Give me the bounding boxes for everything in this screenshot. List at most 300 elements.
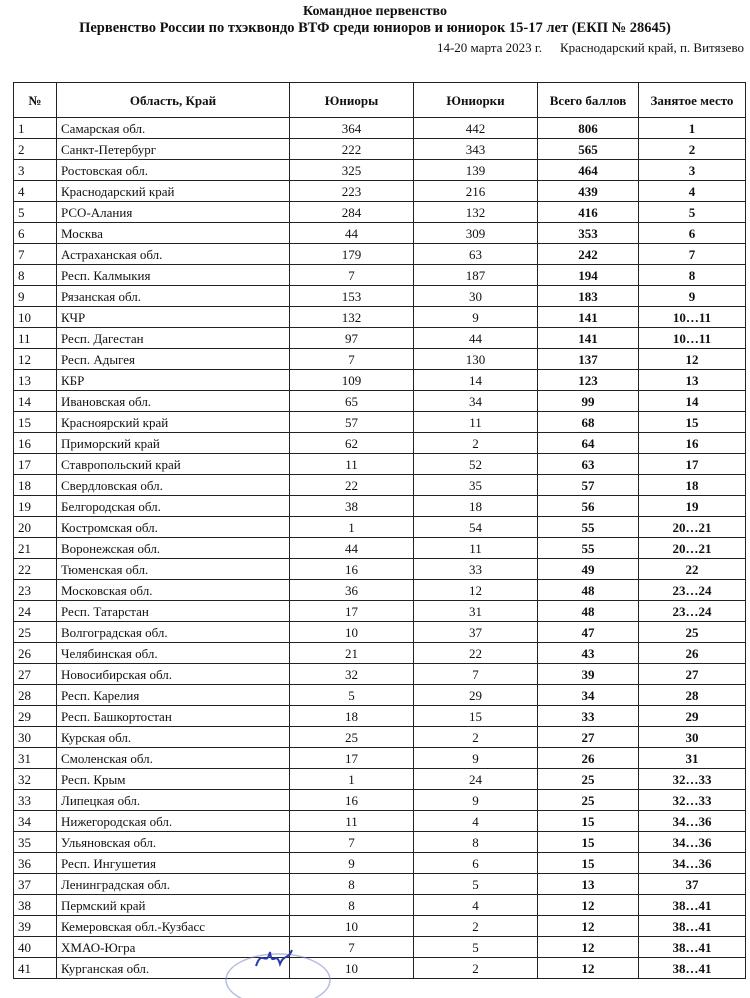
row-juniors-f: 2	[414, 433, 538, 454]
row-num: 2	[14, 139, 57, 160]
table-row	[14, 580, 746, 601]
table-row	[14, 727, 746, 748]
row-juniors-f: 35	[414, 475, 538, 496]
row-juniors-f: 52	[414, 454, 538, 475]
row-total: 416	[538, 202, 639, 223]
row-juniors-f: 37	[414, 622, 538, 643]
row-juniors-f: 8	[414, 832, 538, 853]
row-total: 464	[538, 160, 639, 181]
row-region: Московская обл.	[57, 580, 290, 601]
row-juniors-m: 1	[290, 517, 414, 538]
row-num: 12	[14, 349, 57, 370]
row-juniors-m: 364	[290, 118, 414, 139]
row-place: 19	[639, 496, 746, 517]
row-juniors-m: 21	[290, 643, 414, 664]
row-num: 36	[14, 853, 57, 874]
row-num: 19	[14, 496, 57, 517]
row-num: 3	[14, 160, 57, 181]
row-total: 55	[538, 538, 639, 559]
row-total: 12	[538, 895, 639, 916]
table-row	[14, 412, 746, 433]
row-total: 242	[538, 244, 639, 265]
event-meta	[0, 40, 744, 56]
row-total: 25	[538, 790, 639, 811]
row-total: 48	[538, 601, 639, 622]
row-total: 39	[538, 664, 639, 685]
row-juniors-f: 4	[414, 895, 538, 916]
row-region: Тюменская обл.	[57, 559, 290, 580]
row-total: 25	[538, 769, 639, 790]
row-place: 20…21	[639, 517, 746, 538]
row-place: 34…36	[639, 832, 746, 853]
row-juniors-m: 109	[290, 370, 414, 391]
row-juniors-m: 57	[290, 412, 414, 433]
row-num: 7	[14, 244, 57, 265]
row-region: Курганская обл.	[57, 958, 290, 979]
row-num: 10	[14, 307, 57, 328]
row-place: 12	[639, 349, 746, 370]
row-juniors-f: 2	[414, 958, 538, 979]
row-region: Рязанская обл.	[57, 286, 290, 307]
row-juniors-f: 15	[414, 706, 538, 727]
row-num: 35	[14, 832, 57, 853]
table-row	[14, 748, 746, 769]
row-num: 20	[14, 517, 57, 538]
table-row	[14, 160, 746, 181]
row-juniors-m: 179	[290, 244, 414, 265]
row-juniors-m: 10	[290, 916, 414, 937]
row-region: Астраханская обл.	[57, 244, 290, 265]
row-place: 3	[639, 160, 746, 181]
row-juniors-m: 11	[290, 454, 414, 475]
row-juniors-m: 1	[290, 769, 414, 790]
row-juniors-m: 36	[290, 580, 414, 601]
row-num: 30	[14, 727, 57, 748]
row-juniors-m: 5	[290, 685, 414, 706]
row-place: 38…41	[639, 937, 746, 958]
row-juniors-m: 8	[290, 895, 414, 916]
document-subtitle: Первенство России по тхэквондо ВТФ среди юниоров и юниорок 15-17 лет (ЕКП № 28645)	[79, 20, 671, 36]
row-place: 34…36	[639, 811, 746, 832]
row-place: 32…33	[639, 769, 746, 790]
row-juniors-m: 7	[290, 832, 414, 853]
row-num: 39	[14, 916, 57, 937]
row-region: Костромская обл.	[57, 517, 290, 538]
row-total: 12	[538, 916, 639, 937]
table-row	[14, 790, 746, 811]
table-row	[14, 895, 746, 916]
row-region: Нижегородская обл.	[57, 811, 290, 832]
table-row	[14, 391, 746, 412]
row-region: Белгородская обл.	[57, 496, 290, 517]
row-num: 27	[14, 664, 57, 685]
row-total: 57	[538, 475, 639, 496]
table-row	[14, 601, 746, 622]
row-juniors-m: 97	[290, 328, 414, 349]
row-juniors-m: 44	[290, 223, 414, 244]
row-place: 16	[639, 433, 746, 454]
row-juniors-m: 284	[290, 202, 414, 223]
row-region: Респ. Адыгея	[57, 349, 290, 370]
row-region: Респ. Крым	[57, 769, 290, 790]
table-row	[14, 433, 746, 454]
table-row	[14, 139, 746, 160]
row-region: Волгоградская обл.	[57, 622, 290, 643]
row-num: 41	[14, 958, 57, 979]
row-num: 28	[14, 685, 57, 706]
table-row	[14, 370, 746, 391]
row-juniors-m: 7	[290, 265, 414, 286]
row-region: Ставропольский край	[57, 454, 290, 475]
row-juniors-m: 62	[290, 433, 414, 454]
table-row	[14, 664, 746, 685]
row-juniors-m: 10	[290, 958, 414, 979]
row-juniors-f: 2	[414, 727, 538, 748]
table-row	[14, 559, 746, 580]
row-region: Москва	[57, 223, 290, 244]
row-region: Ульяновская обл.	[57, 832, 290, 853]
row-region: Воронежская обл.	[57, 538, 290, 559]
row-region: Новосибирская обл.	[57, 664, 290, 685]
row-total: 123	[538, 370, 639, 391]
row-num: 32	[14, 769, 57, 790]
row-juniors-f: 187	[414, 265, 538, 286]
row-juniors-f: 5	[414, 937, 538, 958]
row-place: 27	[639, 664, 746, 685]
row-juniors-f: 30	[414, 286, 538, 307]
row-total: 56	[538, 496, 639, 517]
row-region: Свердловская обл.	[57, 475, 290, 496]
results-table	[13, 82, 746, 979]
row-juniors-f: 11	[414, 538, 538, 559]
row-juniors-f: 63	[414, 244, 538, 265]
header-juniors-m: Юниоры	[290, 83, 414, 118]
row-juniors-f: 24	[414, 769, 538, 790]
row-num: 18	[14, 475, 57, 496]
row-num: 4	[14, 181, 57, 202]
row-juniors-f: 9	[414, 307, 538, 328]
row-region: РСО-Алания	[57, 202, 290, 223]
row-place: 38…41	[639, 895, 746, 916]
row-region: Респ. Дагестан	[57, 328, 290, 349]
row-juniors-m: 11	[290, 811, 414, 832]
table-row	[14, 118, 746, 139]
row-total: 141	[538, 328, 639, 349]
table-row	[14, 832, 746, 853]
row-place: 17	[639, 454, 746, 475]
row-juniors-f: 44	[414, 328, 538, 349]
row-num: 17	[14, 454, 57, 475]
row-juniors-m: 7	[290, 937, 414, 958]
table-row	[14, 265, 746, 286]
row-place: 4	[639, 181, 746, 202]
row-total: 141	[538, 307, 639, 328]
row-juniors-m: 10	[290, 622, 414, 643]
row-juniors-f: 12	[414, 580, 538, 601]
table-row	[14, 706, 746, 727]
row-juniors-m: 153	[290, 286, 414, 307]
table-row	[14, 181, 746, 202]
row-place: 32…33	[639, 790, 746, 811]
row-place: 10…11	[639, 307, 746, 328]
row-num: 13	[14, 370, 57, 391]
row-total: 183	[538, 286, 639, 307]
row-num: 31	[14, 748, 57, 769]
row-region: Приморский край	[57, 433, 290, 454]
row-juniors-m: 17	[290, 748, 414, 769]
row-total: 806	[538, 118, 639, 139]
row-total: 99	[538, 391, 639, 412]
header-row	[14, 83, 746, 118]
row-juniors-f: 139	[414, 160, 538, 181]
row-place: 10…11	[639, 328, 746, 349]
table-row	[14, 685, 746, 706]
row-num: 15	[14, 412, 57, 433]
row-juniors-f: 9	[414, 748, 538, 769]
row-total: 353	[538, 223, 639, 244]
row-region: КЧР	[57, 307, 290, 328]
row-place: 23…24	[639, 580, 746, 601]
row-total: 15	[538, 832, 639, 853]
row-total: 12	[538, 958, 639, 979]
table-row	[14, 643, 746, 664]
row-juniors-f: 442	[414, 118, 538, 139]
row-num: 37	[14, 874, 57, 895]
row-juniors-m: 325	[290, 160, 414, 181]
row-total: 68	[538, 412, 639, 433]
row-place: 6	[639, 223, 746, 244]
row-place: 7	[639, 244, 746, 265]
row-num: 25	[14, 622, 57, 643]
row-region: Санкт-Петербург	[57, 139, 290, 160]
row-region: Кемеровская обл.-Кузбасс	[57, 916, 290, 937]
row-juniors-m: 18	[290, 706, 414, 727]
row-num: 1	[14, 118, 57, 139]
row-juniors-f: 5	[414, 874, 538, 895]
row-juniors-f: 18	[414, 496, 538, 517]
header-total: Всего баллов	[538, 83, 639, 118]
row-region: Красноярский край	[57, 412, 290, 433]
row-place: 38…41	[639, 958, 746, 979]
row-num: 23	[14, 580, 57, 601]
row-region: Респ. Калмыкия	[57, 265, 290, 286]
row-num: 11	[14, 328, 57, 349]
row-juniors-m: 44	[290, 538, 414, 559]
table-row	[14, 853, 746, 874]
row-total: 27	[538, 727, 639, 748]
row-num: 24	[14, 601, 57, 622]
row-juniors-f: 33	[414, 559, 538, 580]
row-num: 29	[14, 706, 57, 727]
row-num: 8	[14, 265, 57, 286]
header-juniors-f: Юниорки	[414, 83, 538, 118]
table-row	[14, 811, 746, 832]
row-num: 34	[14, 811, 57, 832]
row-total: 55	[538, 517, 639, 538]
row-region: Респ. Татарстан	[57, 601, 290, 622]
table-row	[14, 454, 746, 475]
row-total: 12	[538, 937, 639, 958]
row-total: 194	[538, 265, 639, 286]
row-juniors-f: 29	[414, 685, 538, 706]
row-juniors-f: 130	[414, 349, 538, 370]
row-juniors-f: 9	[414, 790, 538, 811]
row-juniors-f: 2	[414, 916, 538, 937]
row-region: КБР	[57, 370, 290, 391]
row-region: Самарская обл.	[57, 118, 290, 139]
row-total: 565	[538, 139, 639, 160]
table-row	[14, 958, 746, 979]
row-juniors-m: 222	[290, 139, 414, 160]
row-juniors-m: 8	[290, 874, 414, 895]
row-place: 14	[639, 391, 746, 412]
event-dates: 14-20 марта 2023 г.	[436, 40, 542, 55]
row-juniors-m: 132	[290, 307, 414, 328]
row-place: 22	[639, 559, 746, 580]
row-region: Респ. Ингушетия	[57, 853, 290, 874]
table-row	[14, 307, 746, 328]
row-place: 30	[639, 727, 746, 748]
row-total: 63	[538, 454, 639, 475]
row-juniors-m: 16	[290, 559, 414, 580]
table-row	[14, 769, 746, 790]
row-juniors-f: 34	[414, 391, 538, 412]
table-row	[14, 286, 746, 307]
row-place: 5	[639, 202, 746, 223]
row-juniors-m: 17	[290, 601, 414, 622]
row-juniors-f: 22	[414, 643, 538, 664]
table-row	[14, 223, 746, 244]
row-total: 43	[538, 643, 639, 664]
row-num: 21	[14, 538, 57, 559]
row-region: Ростовская обл.	[57, 160, 290, 181]
table-row	[14, 916, 746, 937]
table-row	[14, 244, 746, 265]
row-juniors-m: 7	[290, 349, 414, 370]
table-row	[14, 328, 746, 349]
table-row	[14, 874, 746, 895]
row-region: Липецкая обл.	[57, 790, 290, 811]
row-total: 137	[538, 349, 639, 370]
row-total: 13	[538, 874, 639, 895]
row-num: 40	[14, 937, 57, 958]
row-place: 15	[639, 412, 746, 433]
row-num: 16	[14, 433, 57, 454]
row-region: Респ. Башкортостан	[57, 706, 290, 727]
row-place: 9	[639, 286, 746, 307]
row-place: 26	[639, 643, 746, 664]
document-title: Командное первенство	[302, 4, 448, 19]
row-place: 2	[639, 139, 746, 160]
table-row	[14, 517, 746, 538]
row-region: Челябинская обл.	[57, 643, 290, 664]
table-row	[14, 475, 746, 496]
table-body	[14, 118, 746, 979]
header-region: Область, Край	[57, 83, 290, 118]
row-num: 5	[14, 202, 57, 223]
row-juniors-f: 132	[414, 202, 538, 223]
row-total: 15	[538, 811, 639, 832]
row-num: 22	[14, 559, 57, 580]
row-num: 26	[14, 643, 57, 664]
event-location: Краснодарский край, п. Витязево	[560, 40, 744, 55]
row-place: 29	[639, 706, 746, 727]
row-juniors-f: 216	[414, 181, 538, 202]
row-juniors-m: 16	[290, 790, 414, 811]
row-place: 31	[639, 748, 746, 769]
row-total: 26	[538, 748, 639, 769]
row-juniors-m: 32	[290, 664, 414, 685]
table-row	[14, 349, 746, 370]
row-total: 48	[538, 580, 639, 601]
row-total: 15	[538, 853, 639, 874]
row-region: Ленинградская обл.	[57, 874, 290, 895]
row-region: Курская обл.	[57, 727, 290, 748]
row-total: 34	[538, 685, 639, 706]
table-row	[14, 937, 746, 958]
row-juniors-f: 31	[414, 601, 538, 622]
row-place: 1	[639, 118, 746, 139]
row-juniors-f: 7	[414, 664, 538, 685]
row-juniors-f: 343	[414, 139, 538, 160]
row-total: 64	[538, 433, 639, 454]
row-total: 33	[538, 706, 639, 727]
row-num: 38	[14, 895, 57, 916]
row-region: Респ. Карелия	[57, 685, 290, 706]
row-juniors-m: 223	[290, 181, 414, 202]
table-header	[14, 83, 746, 118]
row-region: Смоленская обл.	[57, 748, 290, 769]
table-row	[14, 496, 746, 517]
row-juniors-m: 25	[290, 727, 414, 748]
row-juniors-m: 9	[290, 853, 414, 874]
row-place: 38…41	[639, 916, 746, 937]
row-place: 18	[639, 475, 746, 496]
row-juniors-f: 4	[414, 811, 538, 832]
row-place: 28	[639, 685, 746, 706]
header-place: Занятое место	[639, 83, 746, 118]
row-juniors-f: 14	[414, 370, 538, 391]
table-row	[14, 622, 746, 643]
header-num: №	[14, 83, 57, 118]
row-total: 49	[538, 559, 639, 580]
row-region: Ивановская обл.	[57, 391, 290, 412]
row-region: ХМАО-Югра	[57, 937, 290, 958]
row-place: 34…36	[639, 853, 746, 874]
table-row	[14, 538, 746, 559]
row-juniors-m: 22	[290, 475, 414, 496]
row-juniors-f: 11	[414, 412, 538, 433]
row-place: 37	[639, 874, 746, 895]
row-place: 13	[639, 370, 746, 391]
row-num: 14	[14, 391, 57, 412]
row-region: Краснодарский край	[57, 181, 290, 202]
row-place: 23…24	[639, 601, 746, 622]
row-num: 9	[14, 286, 57, 307]
row-juniors-m: 65	[290, 391, 414, 412]
row-region: Пермский край	[57, 895, 290, 916]
row-place: 8	[639, 265, 746, 286]
row-juniors-f: 309	[414, 223, 538, 244]
row-juniors-f: 54	[414, 517, 538, 538]
row-juniors-m: 38	[290, 496, 414, 517]
row-total: 47	[538, 622, 639, 643]
row-place: 25	[639, 622, 746, 643]
row-place: 20…21	[639, 538, 746, 559]
table-row	[14, 202, 746, 223]
row-juniors-f: 6	[414, 853, 538, 874]
row-num: 6	[14, 223, 57, 244]
